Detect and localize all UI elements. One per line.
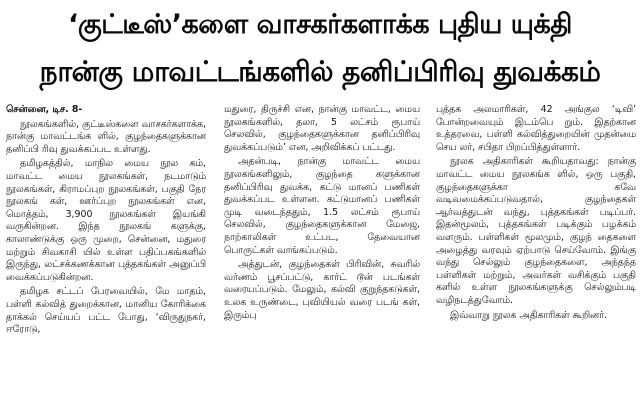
paragraph: நூலகங்களில், குட்டீஸ்களை வாசகர்களாக்க, நான்கு மாவட்டங்க ளில், குழந்தைகளுக்கான தனிப்பி ரிவு துவக்கப்பட உள்ளது. [6, 118, 206, 155]
paragraph: அத்துடன், குழந்தைகள் பிரிவின், சுவரில் வர்ணம் பூசப்பட்டு, கார்ட் டூன் படங்கள் வரையப்படும். மேலும், கல்வி குறுந்தகடுகள், உலக உருண்டை, புவியியல் வரை படங் கள், இரும்பு [224, 259, 420, 321]
paragraph: புத்தக அலமாரிகள், 42 அங்குல ‘டிவி’ போன்றவையும் இடம்பெ றும். இதற்கான உத்தரவை, பள்ளி கல்வித்துறையின் முதன்மை செய லர், சபிதா பிறப்பித்துள்ளார். [436, 104, 636, 153]
paragraph: அதன்படி, நான்கு மாவட்ட மைய நூலகங்களிலும், குழந்தை களுக்கான தனிப்பிரிவு துவக்க, கட்டு மானப் பணிகள் துவக்கப்பட உள்ளன. கட்டுமானப் பணிகள் முடி வடைந்ததும், 1.5 லட்சம் ரூபாய் செலவில், குழந்தைகளுக்கான மேஜை, நாற்காலிகள் உட்பட, தேவையான பொருட்கள் வாங்கப்படும். [224, 156, 420, 256]
headline-line-1: ‘குட்டீஸ்’களை வாசகர்களாக்க புதிய யுக்தி [68, 9, 572, 40]
dateline: சென்னை, டிச. 8- [6, 104, 83, 115]
paragraph: தமிழக சட்டப் பேரவையில், மே மாதம், பள்ளி கல்வித் துறைக்கான, மானிய கோரிக்கை தாக்கல் செய்யப் பட்ட போது, ‘விருதுநகர், ஈரோடு, [6, 286, 206, 336]
article-column-2 [224, 104, 420, 412]
paragraph: இவ்வாறு நூலக அதிகாரிகள் கூறினர். [450, 309, 607, 321]
paragraph: தமிழகத்தில், மாநில மைய நூல கம், மாவட்ட மைய நூலகங்கள், நடமாடும் நூலகங்கள், கிராமப்புற நூலகங்கள், பகுதி நேர நூலகங் கள், ஊர்ப்புற நூலகங்கள் என, மொத்தம், 3,900 நூலகங்கள் இயங்கி வருகின்றன. இந்த நூலகங் களுக்கு, காலாண்டுக்கு ஒரு முறை, சென்னை, மதுரை மற்றும் சிவகாசி யில் உள்ள பதிப்பகங்களில் இருந்து, லட்சக்கணக்கான புத்தகங்கள் அனுப்பி வைக்கப்படுகின்றன. [6, 158, 206, 283]
paragraph: நூலக அதிகாரிகள் கூறியதாவது: நான்கு மாவட்ட மைய நூலகங்க ளில், ஒரு பகுதி, குழந்தைகளுக்கா கவே வடிவமைக்கப்படுவதால், குழந்தைகள் ஆர்வத்துடன் வந்து, புத்தகங்கள் படிப்பர். இதன்மூலம், புத்தகங்கள் படிக்கும் பழக்கம் வளரும். பள்ளிகள் மூலமும், குழந் தைகளை அழைத்து வரவும் ஏற்பாடு செய்வோம். இங்கு வந்து செல்லும் குழந்தைகளை, அந்தந்த பள்ளிகள் மற்றும், அவர்கள் வசிக்கும் பகுதி களில் உள்ள நூலகங்களுக்கு செல்லும்படி வழிநடத்துவோம். [436, 156, 636, 306]
article-column-3 [436, 104, 636, 412]
article-column-1 [6, 104, 206, 412]
headline-line-2: நான்கு மாவட்டங்களில் தனிப்பிரிவு துவக்கம் [39, 55, 601, 88]
paragraph: மதுரை, திருச்சி என, நான்கு மாவட்ட, மைய நூலகங்களில், தலா, 5 லட்சம் ரூபாய் செலவில், குழந்தைகளுக்கான தனிப்பிரிவு துவக்கப்படும்’ என, அறிவிக்கப் பட்டது. [224, 104, 420, 153]
